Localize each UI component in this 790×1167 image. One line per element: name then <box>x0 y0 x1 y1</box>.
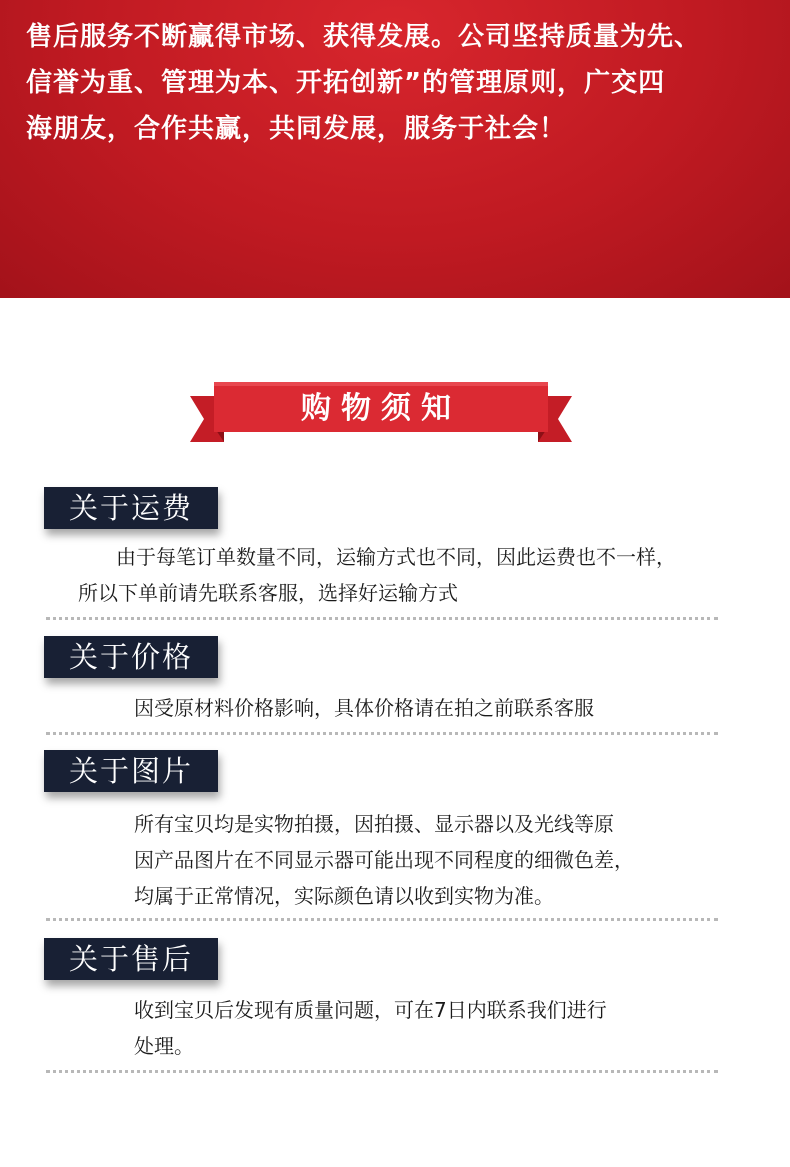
section-body <box>134 992 607 1064</box>
intro-text <box>26 14 786 152</box>
body-line: 所以下单前请先联系客服，选择好运输方式 <box>78 581 458 605</box>
body-line: 收到宝贝后发现有质量问题，可在7日内联系我们进行 <box>134 998 607 1022</box>
section-body <box>134 806 634 914</box>
body-line: 因产品图片在不同显示器可能出现不同程度的细微色差， <box>134 848 634 872</box>
dotted-divider <box>46 918 718 921</box>
body-line: 由于每笔订单数量不同，运输方式也不同，因此运费也不一样， <box>116 545 676 569</box>
notice-title-ribbon <box>190 380 572 444</box>
intro-line: 海朋友，合作共赢，共同发展，服务于社会！ <box>26 114 567 144</box>
dotted-divider <box>46 732 718 735</box>
dotted-divider <box>46 617 718 620</box>
section-body <box>134 690 594 726</box>
section-body <box>78 539 676 611</box>
intro-banner <box>0 0 790 298</box>
body-line: 均属于正常情况，实际颜色请以收到实物为准。 <box>134 884 554 908</box>
body-line: 所有宝贝均是实物拍摄，因拍摄、显示器以及光线等原 <box>134 812 614 836</box>
body-line: 因受原材料价格影响，具体价格请在拍之前联系客服 <box>134 696 594 720</box>
section-tag: 关于图片 <box>44 750 218 792</box>
section-tag: 关于价格 <box>44 636 218 678</box>
dotted-divider <box>46 1070 718 1073</box>
intro-line: 售后服务不断赢得市场、获得发展。公司坚持质量为先、 <box>26 22 702 52</box>
section-tag: 关于售后 <box>44 938 218 980</box>
body-line: 处理。 <box>134 1034 194 1058</box>
notice-title: 购物须知 <box>301 391 461 426</box>
section-tag: 关于运费 <box>44 487 218 529</box>
intro-line: 信誉为重、管理为本、开拓创新”的管理原则，广交四 <box>26 68 666 98</box>
